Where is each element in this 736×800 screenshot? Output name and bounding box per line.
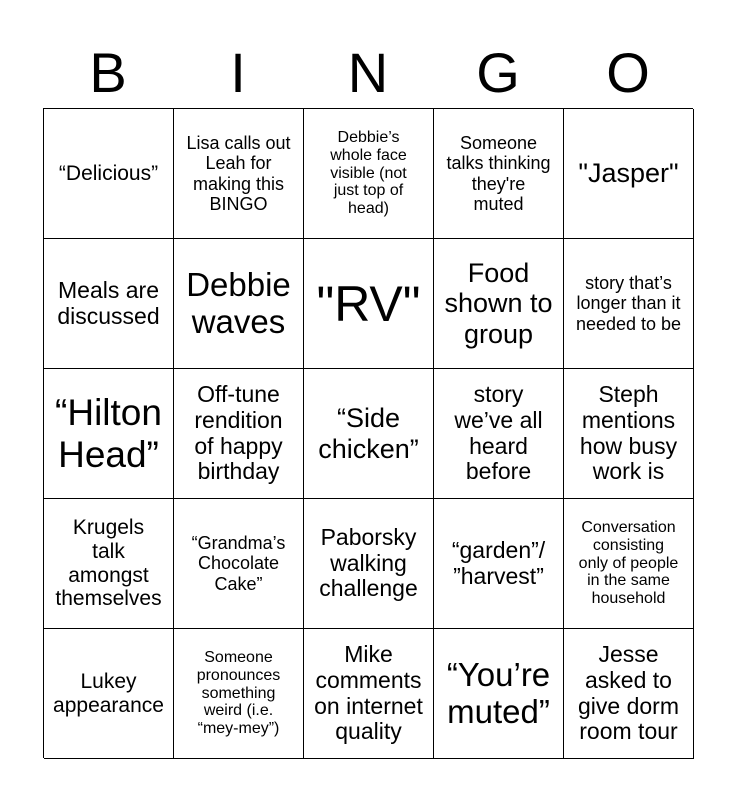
bingo-cell-r1-c5[interactable]: "Jasper" [564, 109, 694, 239]
header-letter-i: I [230, 41, 246, 104]
bingo-cell-r4-c4[interactable]: “garden”/ ”harvest” [434, 499, 564, 629]
bingo-cell-r1-c1[interactable]: “Delicious” [44, 109, 174, 239]
header-letter-g: G [476, 41, 520, 104]
bingo-header [43, 38, 693, 108]
bingo-cell-r5-c1[interactable]: Lukey appearance [44, 629, 174, 759]
bingo-cell-r5-c5[interactable]: Jesse asked to give dorm room tour [564, 629, 694, 759]
bingo-cell-r5-c4[interactable]: “You’re muted” [434, 629, 564, 759]
bingo-cell-r4-c2[interactable]: “Grandma’s Chocolate Cake” [174, 499, 304, 629]
bingo-cell-r3-c3[interactable]: “Side chicken” [304, 369, 434, 499]
bingo-cell-r5-c3[interactable]: Mike comments on internet quality [304, 629, 434, 759]
bingo-cell-r4-c5[interactable]: Conversation consisting only of people in the same household [564, 499, 694, 629]
bingo-board [43, 108, 693, 758]
bingo-cell-r2-c1[interactable]: Meals are discussed [44, 239, 174, 369]
header-letter-b: B [89, 41, 127, 104]
header-letter-o: O [606, 41, 650, 104]
bingo-cell-r2-c4[interactable]: Food shown to group [434, 239, 564, 369]
bingo-cell-r2-c5[interactable]: story that’s longer than it needed to be [564, 239, 694, 369]
bingo-cell-r3-c2[interactable]: Off-tune rendition of happy birthday [174, 369, 304, 499]
bingo-cell-r3-c4[interactable]: story we’ve all heard before [434, 369, 564, 499]
bingo-cell-r4-c1[interactable]: Krugels talk amongst themselves [44, 499, 174, 629]
bingo-cell-r4-c3[interactable]: Paborsky walking challenge [304, 499, 434, 629]
bingo-cell-r1-c4[interactable]: Someone talks thinking they're muted [434, 109, 564, 239]
bingo-cell-r5-c2[interactable]: Someone pronounces something weird (i.e. “mey-mey”) [174, 629, 304, 759]
bingo-cell-r1-c2[interactable]: Lisa calls out Leah for making this BINGO [174, 109, 304, 239]
bingo-cell-r3-c1[interactable]: “Hilton Head” [44, 369, 174, 499]
bingo-cell-r3-c5[interactable]: Steph mentions how busy work is [564, 369, 694, 499]
bingo-cell-r2-c2[interactable]: Debbie waves [174, 239, 304, 369]
header-letter-n: N [347, 41, 389, 104]
bingo-cell-r2-c3[interactable]: "RV" [304, 239, 434, 369]
bingo-cell-r1-c3[interactable]: Debbie’s whole face visible (not just top of head) [304, 109, 434, 239]
